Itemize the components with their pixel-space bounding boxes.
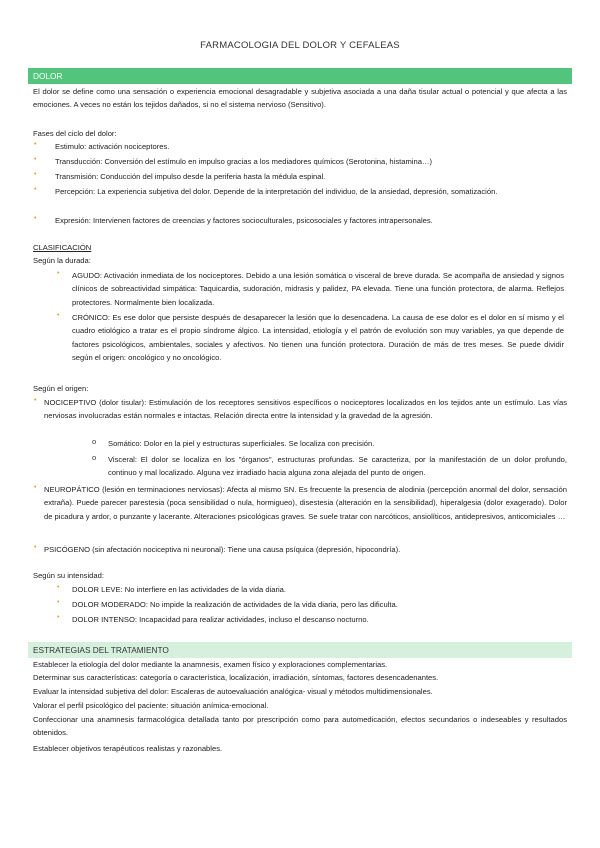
agudo-item: AGUDO: Activación inmediata de los nociceptores. Debido a una lesión somática o visceral de breve durada. Se acompaña de ansiedad y signos clínicos de sobreactividad simpática: Taquicardia, sudoración, midrasis y palidez, PA elevada. Tiene una función protectora, de alarma. Reflejos protectores. Normalmente bien localizada. <box>72 271 564 307</box>
circle-bullet-icon: o <box>92 437 97 446</box>
dolor-intro: El dolor se define como una sensación o experiencia emocional desagradable y subjetiva asociada a una daña tisular actual o potencial y que afecta a las emociones. A veces no están los tejidos dañados, si no el sistema nervioso (Sensitivo). <box>33 87 567 110</box>
section-header-dolor: DOLOR <box>28 68 572 84</box>
section-header-estrategias: ESTRATEGIAS DEL TRATAMIENTO <box>28 642 572 658</box>
cronico-item: CRÓNICO: Es ese dolor que persiste después de desaparecer la lesión que lo desencadena. La causa de ese dolor es el dolor en sí mismo y el cuadro etiológico a tratar es el propio síndrome álgico. La intensidad, etiología y el patrón de evolución son muy variables, ya que depende de factores psicológicos, ambientales, sociales y afectivos. No tienen una función protectora. Duración de más de tres meses. Se puede dividir según el origen: oncológico y no oncológico. <box>72 313 564 362</box>
bullet-icon: • <box>57 270 60 277</box>
bullet-icon: • <box>34 544 37 551</box>
origen-title: Según el origen: <box>33 384 89 393</box>
clasificacion-title: CLASIFICACIÓN <box>33 243 92 252</box>
nociceptivo-item: NOCICEPTIVO (dolor tisular): Estimulación de los receptores sensitivos específicos o nociceptores localizados en los tejidos ante un estímulo. Las vías nerviosas involucradas están normales e intactas. Relación directa entre la intensidad y la gravedad de la agresión. <box>44 398 567 421</box>
bullet-icon: • <box>34 484 37 491</box>
intensidad-item: DOLOR MODERADO: No impide la realización de actividades de la vida diaria, pero las dificulta. <box>72 600 398 609</box>
psicogeno-item: PSICÓGENO (sin afectación nociceptiva ni neuronal): Tiene una causa psíquica (depresión, hipocondría). <box>44 545 401 554</box>
estrategia-item: Establecer la etiología del dolor mediante la anamnesis, examen físico y exploraciones complementarias. <box>33 660 388 669</box>
neuropatico-item: NEUROPÁTICO (lesión en terminaciones nerviosas): Afecta al mismo SN. Es frecuente la presencia de alodinia (percepción anormal del dolor, sensación extraña). Puede parecer parestesia (poca sensibilidad o nula, hormigueo), disestesia (alteración en la sensibilidad), hiperalgesia (dolor exagerado). Dolor de picadura y ardor, o punzante y lacerante. Alteraciones psicológicas graves. Se suele tratar con narcóticos, ansiolíticos, antidepresivos, anticomiciales … <box>44 485 567 521</box>
bullet-icon: • <box>34 156 37 163</box>
phase-item: Estimulo: activación nociceptores. <box>55 142 170 151</box>
bullet-icon: • <box>57 614 60 621</box>
phase-item: Expresión: Intervienen factores de creencias y factores socioculturales, psicosociales y factores intrapersonales. <box>55 216 433 225</box>
bullet-icon: • <box>34 215 37 222</box>
intensidad-title: Según su intensidad: <box>33 571 104 580</box>
phase-item: Transducción: Conversión del estímulo en impulso gracias a los mediadores químicos (Serotonina, histamina…) <box>55 157 433 166</box>
estrategia-item: Determinar sus características: categoría o característica, localización, irradiación, síntomas, factores desencadenantes. <box>33 673 439 682</box>
bullet-icon: • <box>57 584 60 591</box>
intensidad-item: DOLOR LEVE: No interfiere en las actividades de la vida diaria. <box>72 585 286 594</box>
nociceptivo-subitem: Visceral: El dolor se localiza en los "órganos", estructuras profundas. Se caracteriza, por la manifestación de un dolor profundo, continuo y mal localizado. Alguna vez irradiado hacia alguna zona alejada del punto de origen. <box>108 455 567 478</box>
bullet-icon: • <box>34 171 37 178</box>
circle-bullet-icon: o <box>92 453 97 462</box>
duracion-title: Según la durada: <box>33 256 91 265</box>
bullet-icon: • <box>57 599 60 606</box>
intensidad-item: DOLOR INTENSO: Incapacidad para realizar actividades, incluso el descanso nocturno. <box>72 615 369 624</box>
bullet-icon: • <box>57 312 60 319</box>
phase-item: Percepción: La experiencia subjetiva del dolor. Depende de la interpretación del individuo, de la ansiedad, depresión, somatización. <box>55 187 498 196</box>
estrategia-item: Establecer objetivos terapéuticos realistas y razonables. <box>33 744 223 753</box>
nociceptivo-subitem: Somático: Dolor en la piel y estructuras superficiales. Se localiza con precisión. <box>108 439 375 448</box>
bullet-icon: • <box>34 186 37 193</box>
estrategia-item: Valorar el perfil psicológico del paciente: situación anímica-emocional. <box>33 701 269 710</box>
phase-item: Transmisión: Conducción del impulso desde la periferia hasta la médula espinal. <box>55 172 326 181</box>
bullet-icon: • <box>34 141 37 148</box>
bullet-icon: • <box>34 397 37 404</box>
estrategia-item: Evaluar la intensidad subjetiva del dolor: Escaleras de autoevaluación analógica- visual y métodos multidimensionales. <box>33 687 433 696</box>
phases-title: Fases del ciclo del dolor: <box>33 129 117 138</box>
page-title: FARMACOLOGIA DEL DOLOR Y CEFALEAS <box>200 40 400 51</box>
estrategia-item: Confeccionar una anamnesis farmacológica detallada tanto por prescripción como para automedicación, efectos secundarios o indeseables y resultados obtenidos. <box>33 715 567 738</box>
